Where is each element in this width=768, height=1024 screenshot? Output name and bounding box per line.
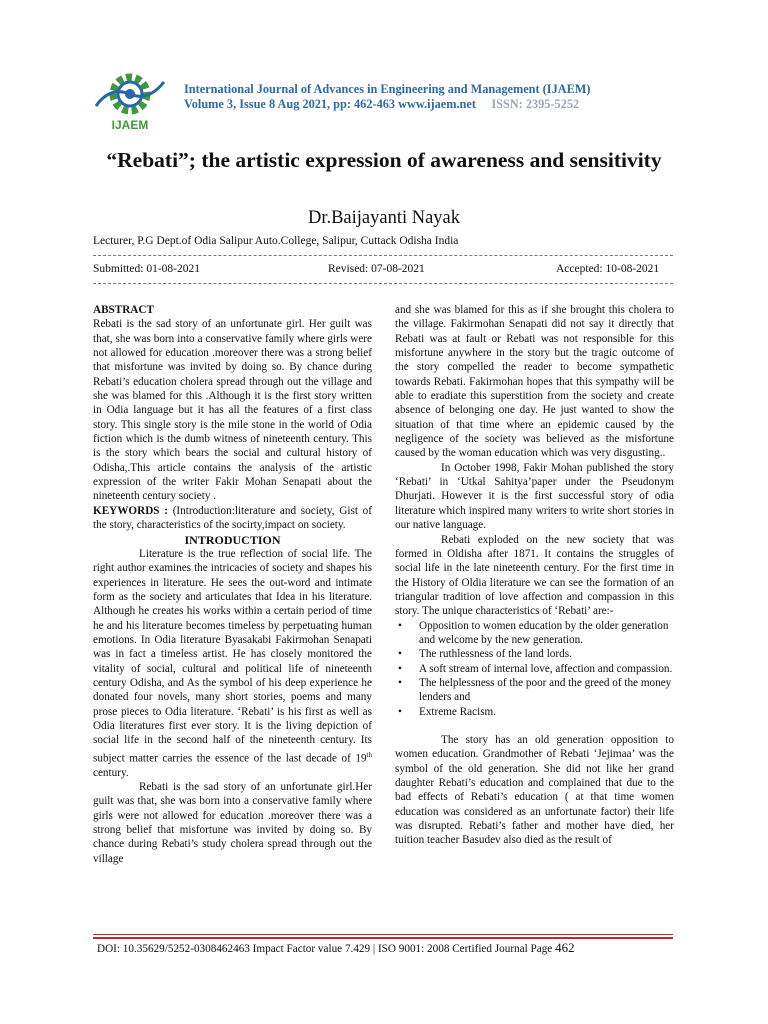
journal-name: International Journal of Advances in Engineering and Management (IJAEM) xyxy=(184,82,591,96)
list-item: • The helplessness of the poor and the greed of the money lenders and xyxy=(398,676,672,704)
right-paragraph-4: The story has an old generation opposition to women education. Grandmother of Rebati ‘Jejimaa’ was the symbol of the old generation. She did not like her grand daughter Rebati’s education and complained that due to the bad effects of Rebati’s education ( at that time women education was considered as an unfortunate factor) their life was disrupted. Rebati’s father and mother have died, her tuition teacher Basudev also died as the result of xyxy=(395,733,674,847)
introduction-heading: INTRODUCTION xyxy=(184,532,281,547)
bullet: • xyxy=(398,676,402,689)
volume-info: Volume 3, Issue 8 Aug 2021, pp: 462-463 www.ijaem.net xyxy=(184,97,476,111)
right-paragraph-2: In October 1998, Fakir Mohan published the story ‘Rebati’ in ‘Utkal Sahitya’paper under the Pseudonym Dhurjati. However it is the first successful story of odia literature which inspired many writers to write short stories in our native language. xyxy=(395,461,674,532)
page-footer xyxy=(97,940,575,956)
gear-icon xyxy=(96,77,164,111)
footer-text: DOI: 10.35629/5252-0308462463 Impact Factor value 7.429 | ISO 9001: 2008 Certified Journal Page xyxy=(97,943,556,955)
list-item: • A soft stream of internal love, affection and compassion. xyxy=(398,662,673,675)
right-paragraph-1: and she was blamed for this as if she brought this cholera to the village. Fakirmohan Senapati did not say it directly that Rebati was at fault or Rebati was not responsible for this misfortune anywhere in the story but the tragic outcome of the story compelled the reader to become sympathetic towards Rebati. Fakirmohan hopes that this sympathy will be able to eradiate this superstition from the society and create absence of belonging one day. He just wanted to show the situation of that time where an epidemic caused by the negligence of the society was believed as the misfortune caused by the woman education which was very disgusting.. xyxy=(395,304,674,460)
submitted-date: Submitted: 01-08-2021 xyxy=(93,263,201,275)
paper-title: “Rebati”; the artistic expression of awareness and sensitivity xyxy=(106,148,662,172)
keywords-text: (Introduction:literature and society, Gist of the story, characteristics of the socirty,impact on society. xyxy=(93,504,372,532)
superscript: th xyxy=(366,750,372,759)
bullet: • xyxy=(398,648,402,661)
footer-rule xyxy=(93,937,673,939)
abstract-heading: ABSTRACT xyxy=(93,304,154,316)
characteristics-list xyxy=(395,619,674,719)
journal-header xyxy=(184,82,704,112)
footer-rule xyxy=(93,934,673,935)
divider xyxy=(93,255,673,256)
logo-text: IJAEM xyxy=(111,118,149,132)
bullet: • xyxy=(398,705,402,718)
right-paragraph-3: Rebati exploded on the new society that was formed in Oldisha after 1871. It contains the struggles of social life in the late nineteenth century. For the first time in the History of Oldia literature we can see the formation of an triangular tradition of love affection and compassion in this story. The unique characteristics of ‘Rebati’ are:- xyxy=(395,533,674,618)
divider xyxy=(93,283,673,284)
author-name: Dr.Baijayanti Nayak xyxy=(307,208,461,228)
accepted-date: Accepted: 10-08-2021 xyxy=(556,263,660,275)
page-number: 462 xyxy=(555,940,575,955)
revised-date: Revised: 07-08-2021 xyxy=(328,263,425,275)
intro-p1-end: century. xyxy=(93,766,129,779)
list-item: • Extreme Racism. xyxy=(398,705,497,718)
bullet: • xyxy=(398,662,402,675)
bullet: • xyxy=(398,619,402,632)
issn: ISSN: 2395-5252 xyxy=(491,97,580,111)
keywords xyxy=(93,504,372,533)
keywords-label: KEYWORDS : xyxy=(93,504,168,517)
list-item: • Opposition to women education by the older generation and welcome by the new generation. xyxy=(398,619,669,646)
intro-paragraph-1 xyxy=(93,547,372,780)
journal-volume-line xyxy=(184,97,704,112)
ijaem-logo xyxy=(90,66,170,132)
left-column xyxy=(93,303,372,866)
intro-p1-text: Literature is the true reflection of social life. The right author examines the intricacies of society and shapes his experiences in literature. He sees the out-word and intimate form as the society and articulates that Idea in his literature. Although he creates his works within a certain period of time he and his literature becomes timeless by perpetuating human emotions. In Odia literature Byasakabi Fakirmohan Senapati was in fact a timeless artist. He has closely monitored the vitality of social, cultural and political life of nineteenth century Odisha, and As the symbol of his deep experience he donated four novels, many short stories, poems and many prose pieces to Odia literature. ‘Rebati’ is his first as well as Odia literatures first ever story. It is the living depiction of social life in the second half of the nineteenth century. Its subject matter carries the essence of the last decade of 19 xyxy=(93,547,372,765)
list-item: • The ruthlessness of the land lords. xyxy=(398,648,572,661)
abstract-text: Rebati is the sad story of an unfortunate girl. Her guilt was that, she was born into a conservative family where girls were not allowed for education .moreover there was a strong belief that misfortune was invited by doing so. By chance during Rebati’s education cholera spread through out the village and she was blamed for this .Although it is the first story written in Odia language but it has all the features of a first class story. This single story is the mile stone in the world of Odia fiction which is the dumb witness of nineteenth century. This is the story which bears the social and cultural history of Odisha,.This article contains the analysis of the artistic expression of the writer Fakir Mohan Senapati about the nineteenth century society . xyxy=(93,318,372,503)
author-affiliation: Lecturer, P.G Dept.of Odia Salipur Auto.College, Salipur, Cuttack Odisha India xyxy=(93,235,459,247)
intro-paragraph-2: Rebati is the sad story of an unfortunate girl.Her guilt was that, she was born into a conservative family where girls were not allowed for education .moreover there was a strong belief that misfortune was invited by doing so. By chance during Rebati’s study cholera spread through out the village xyxy=(93,781,372,865)
right-column xyxy=(395,303,674,848)
